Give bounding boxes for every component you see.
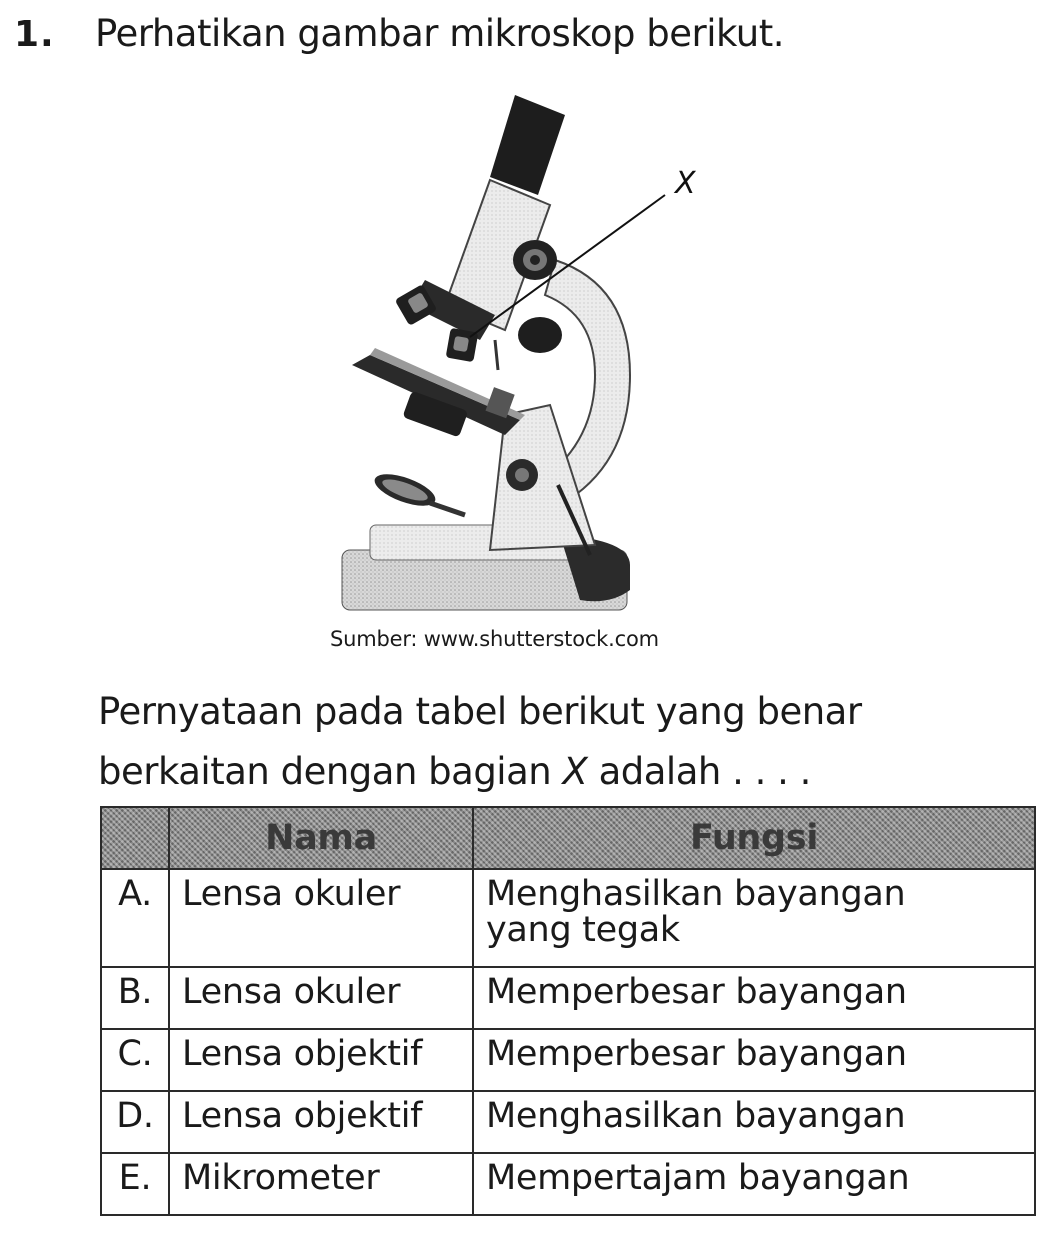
option-function: Memperbesar bayangan (473, 1029, 1035, 1091)
table-header-row (101, 807, 1035, 869)
question-prompt (98, 682, 998, 802)
option-function-line-2: yang tegak (486, 910, 680, 950)
header-nama: Nama (169, 807, 473, 869)
prompt-line-2-after: adalah . . . . (587, 750, 811, 793)
option-function-line-1: Menghasilkan bayangan (486, 874, 906, 914)
option-letter: E. (101, 1153, 169, 1215)
header-fungsi: Fungsi (473, 807, 1035, 869)
option-name: Lensa okuler (169, 869, 473, 967)
table-row[interactable] (101, 869, 1035, 967)
question-title: Perhatikan gambar mikroskop berikut. (95, 12, 785, 55)
option-function: Memperbesar bayangan (473, 967, 1035, 1029)
table-row[interactable] (101, 1029, 1035, 1091)
figure-caption: Sumber: www.shutterstock.com (330, 627, 659, 651)
option-name: Mikrometer (169, 1153, 473, 1215)
answer-table (100, 806, 1036, 1216)
question-number: 1. (14, 14, 55, 55)
pointer-label-x: X (675, 166, 696, 201)
option-function: Menghasilkan bayangan (473, 1091, 1035, 1153)
header-letter (101, 807, 169, 869)
option-name: Lensa objektif (169, 1029, 473, 1091)
prompt-line-2 (98, 742, 998, 802)
prompt-line-1: Pernyataan pada tabel berikut yang benar (98, 690, 862, 733)
table-row[interactable] (101, 1153, 1035, 1215)
option-letter: D. (101, 1091, 169, 1153)
option-function: Mempertajam bayangan (473, 1153, 1035, 1215)
option-letter: A. (101, 869, 169, 967)
microscope-figure (330, 85, 730, 625)
option-name: Lensa objektif (169, 1091, 473, 1153)
microscope-stage (352, 348, 525, 437)
table-row[interactable] (101, 967, 1035, 1029)
table-row[interactable] (101, 1091, 1035, 1153)
microscope-mirror (371, 468, 465, 515)
prompt-variable-x: X (562, 750, 588, 793)
option-letter: C. (101, 1029, 169, 1091)
prompt-line-2-before: berkaitan dengan bagian (98, 750, 563, 793)
option-function (473, 869, 1035, 967)
option-name: Lensa okuler (169, 967, 473, 1029)
option-letter: B. (101, 967, 169, 1029)
